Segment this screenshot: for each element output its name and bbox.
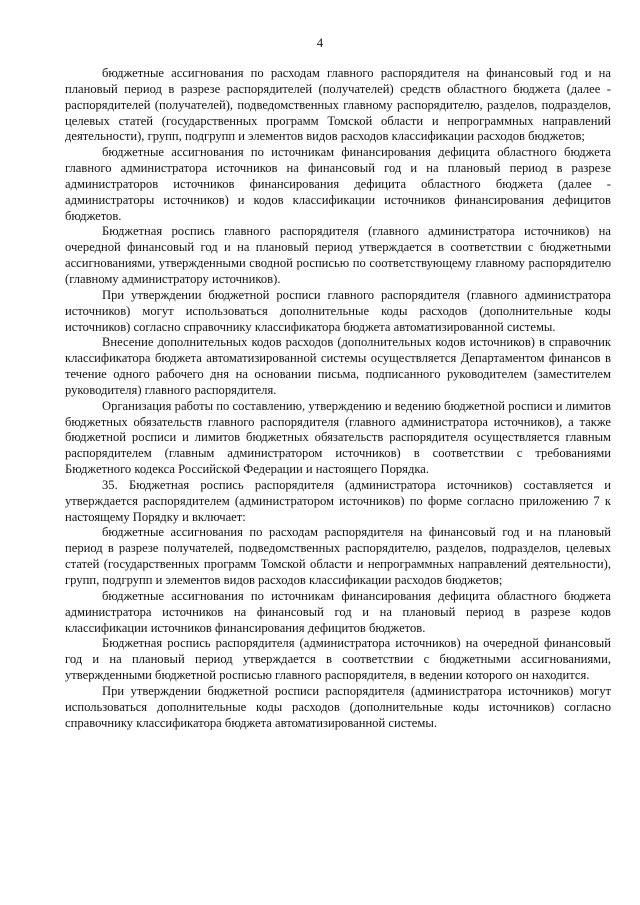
paragraph-6: Организация работы по составлению, утверждению и ведению бюджетной росписи и лимитов бюджетных обязательств главного распорядителя (главного администратора источников), а также бюджетной росписи и лимитов бюджетных обязательств распорядителя осуществляется главным распорядителем (главным администратором источников) в соответствии с требованиями Бюджетного кодекса Российской Федерации и настоящего Порядка. — [65, 398, 611, 477]
page-number: 4 — [316, 36, 324, 50]
paragraph-9: бюджетные ассигнования по источникам финансирования дефицита областного бюджета администратора источников на финансовый год и на плановый период в разрезе кодов классификации источников финансирования дефицитов бюджетов. — [65, 588, 611, 635]
paragraph-1: бюджетные ассигнования по расходам главного распорядителя на финансовый год и на плановый период в разрезе распорядителей (получателей) средств областного бюджета (далее - распорядителей (получателей), подведомственных главному распорядителю, разделов, подразделов, целевых статей (государственных программ Томской области и непрограммных направлений деятельности), групп, подгрупп и элементов видов расходов классификации расходов бюджетов; — [65, 66, 611, 144]
paragraph-3: Бюджетная роспись главного распорядителя (главного администратора источников) на очередной финансовый год и на плановый период утверждается в соответствии с бюджетными ассигнованиями, утвержденными сводной росписью по соответствующему главному распорядителю (главному администратору источников). — [65, 224, 611, 286]
paragraph-10: Бюджетная роспись распорядителя (администратора источников) на очередной финансовый год и на плановый период утверждается в соответствии с бюджетными ассигнованиями, утвержденными бюджетной росписью главного распорядителя, в ведении которого он находится. — [65, 636, 611, 683]
paragraph-8: бюджетные ассигнования по расходам распорядителя на финансовый год и на плановый период в разрезе получателей, подведомственных распорядителю, разделов, подразделов, целевых статей (государственных программ Томской области и непрограммных направлений деятельности), групп, подгрупп и элементов видов расходов классификации расходов бюджетов; — [65, 525, 611, 587]
paragraph-5: Внесение дополнительных кодов расходов (дополнительных кодов источников) в справочник классификатора бюджета автоматизированной системы осуществляется Департаментом финансов в течение одного рабочего дня на основании письма, подписанного руководителем (заместителем руководителя) главного распорядителя. — [65, 335, 611, 397]
paragraph-11: При утверждении бюджетной росписи распорядителя (администратора источников) могут использоваться дополнительные коды расходов (дополнительные коды источников) согласно справочнику классификатора бюджета автоматизированной системы. — [65, 683, 611, 730]
paragraph-4: При утверждении бюджетной росписи главного распорядителя (главного администратора источников) могут использоваться дополнительные коды расходов (дополнительные коды источников) согласно справочнику классификатора бюджета автоматизированной системы. — [65, 287, 611, 334]
paragraph-2: бюджетные ассигнования по источникам финансирования дефицита областного бюджета главного администратора источников на финансовый год и на плановый период в разрезе администраторов источников финансирования дефицита областного бюджета (далее - администраторы источников) и кодов классификации источников финансирования дефицитов бюджетов. — [65, 145, 611, 223]
document-body — [65, 66, 611, 731]
paragraph-7: 35. Бюджетная роспись распорядителя (администратора источников) составляется и утверждается распорядителем (администратором источников) по форме согласно приложению 7 к настоящему Порядку и включает: — [65, 477, 611, 524]
